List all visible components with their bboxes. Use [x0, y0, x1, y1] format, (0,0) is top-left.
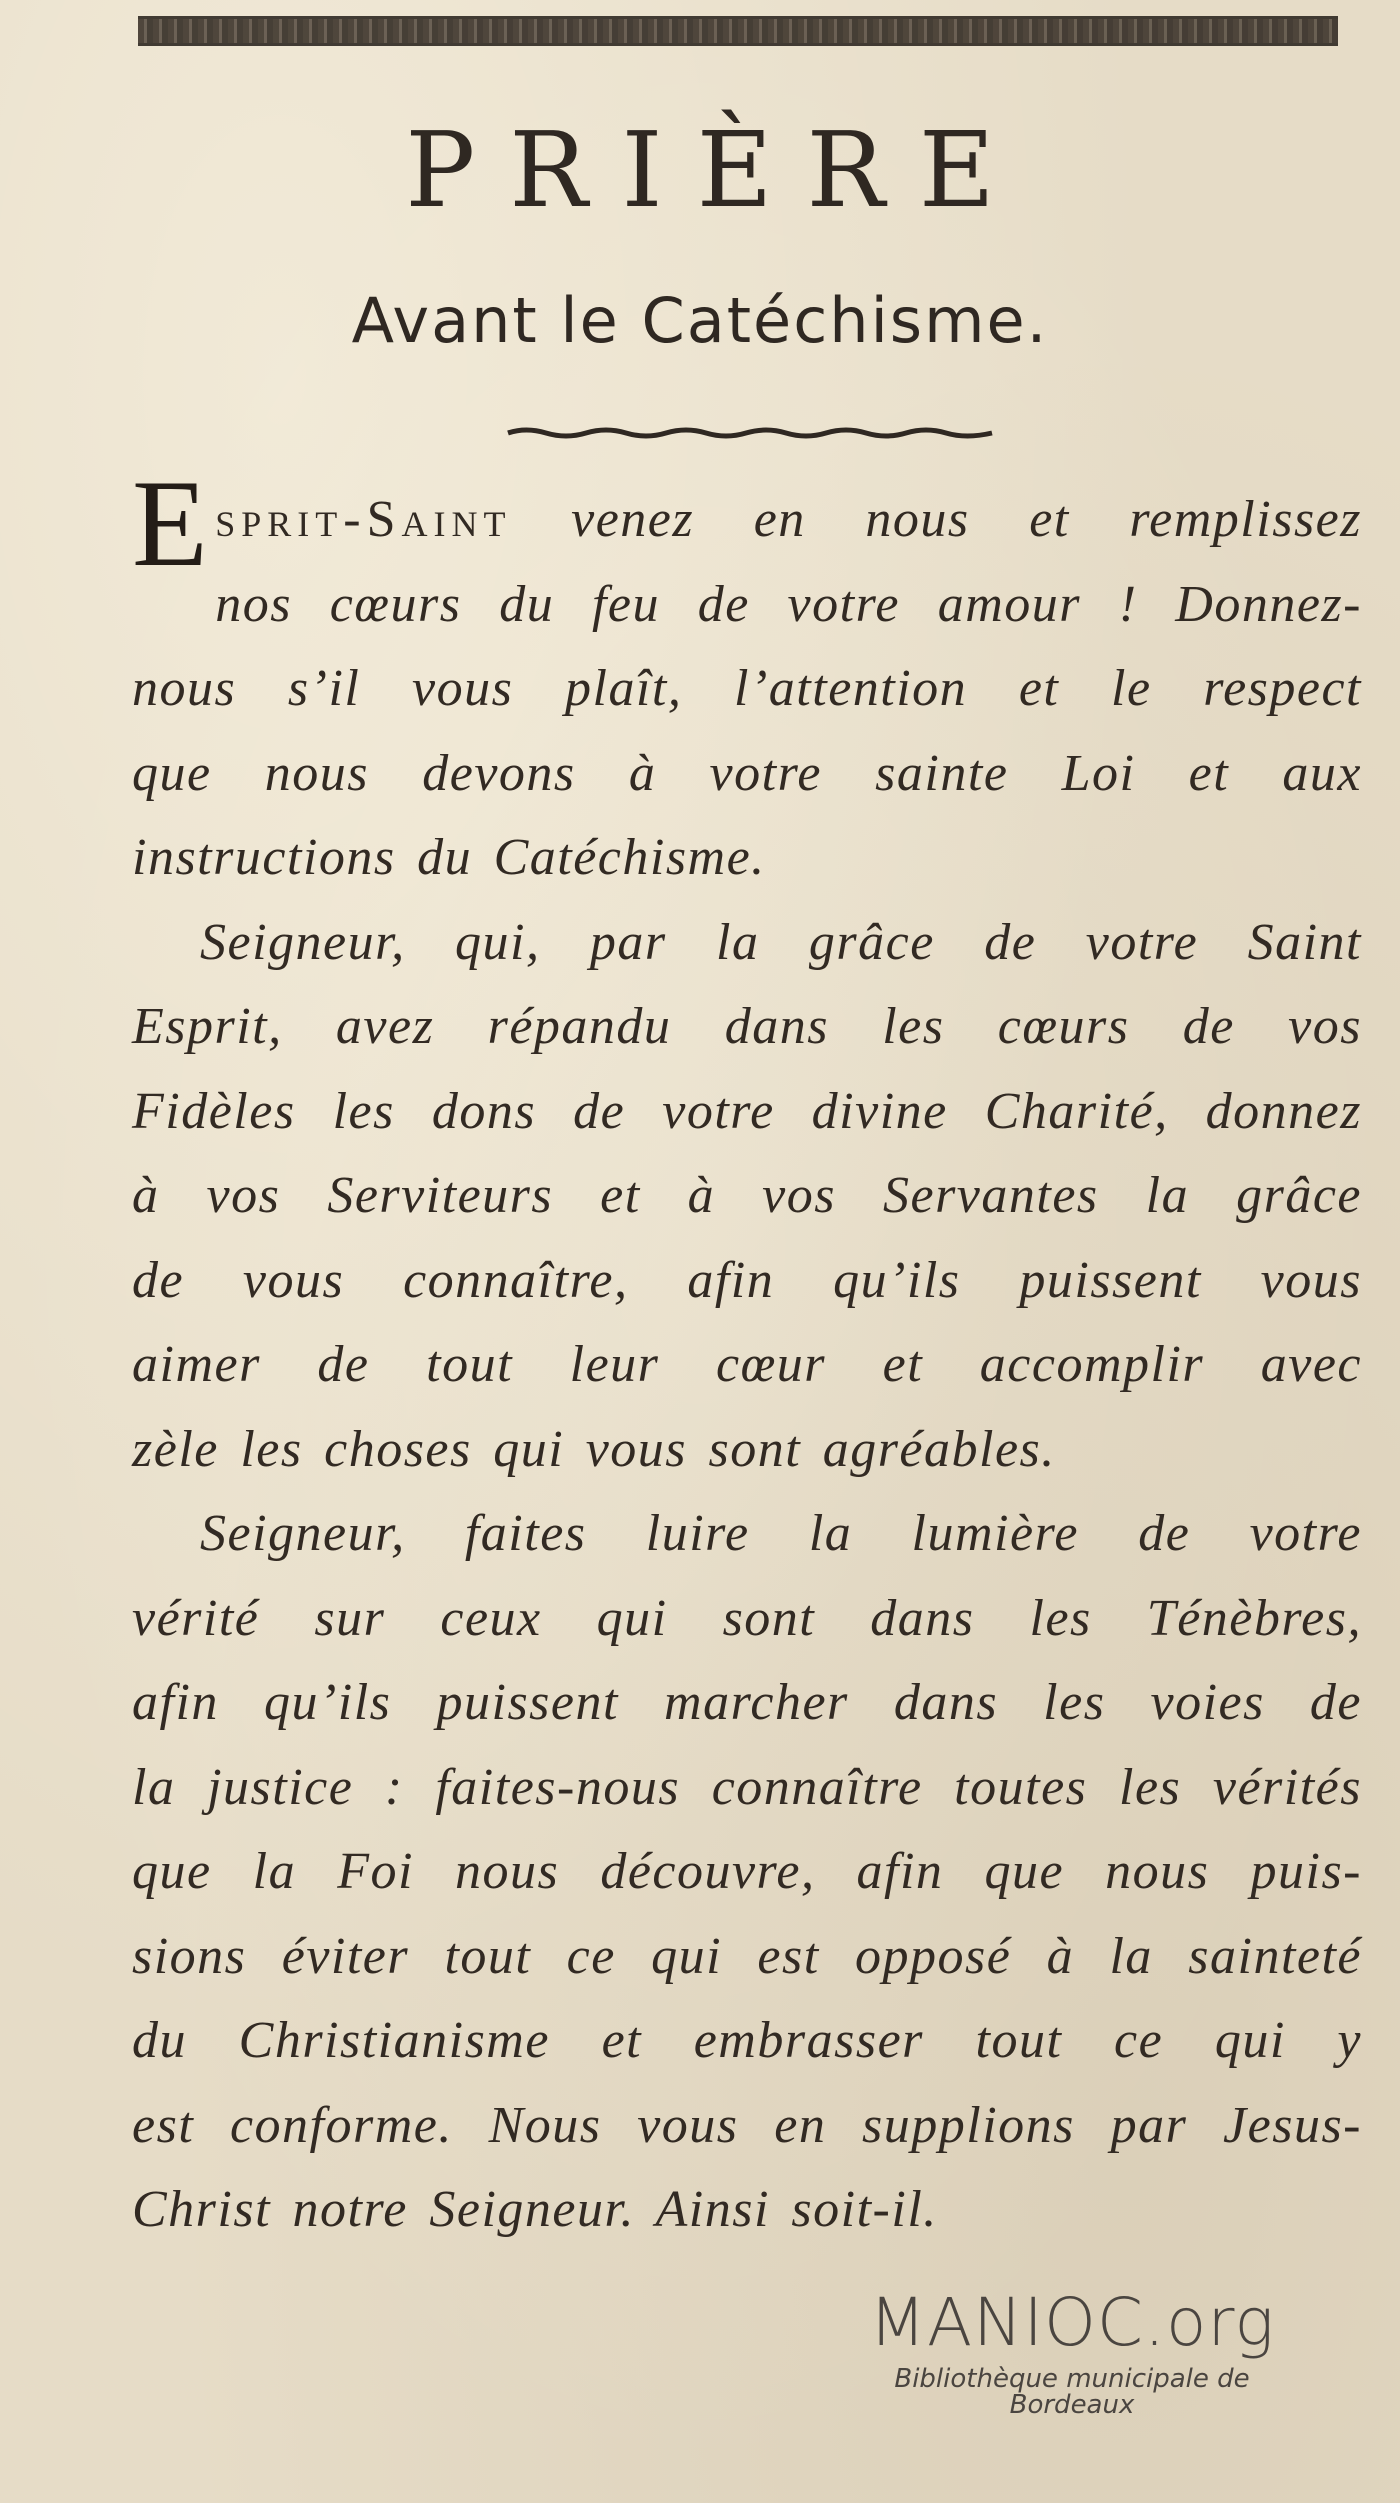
lead-smallcaps: sprit-Saint [215, 491, 512, 548]
text-line: que la Foi nous découvre, afin que nous puis- [132, 1843, 1362, 1900]
ornament-divider [506, 426, 994, 440]
text-line: afin qu’ils puissent marcher dans les voies de [132, 1674, 1362, 1731]
text-line: zèle les choses qui vous sont agréables. [132, 1420, 1056, 1478]
line-text: venez en nous et remplissez [571, 491, 1362, 548]
top-decorative-rule [138, 16, 1338, 46]
text-line: Seigneur, qui, par la grâce de votre Saint [200, 913, 1362, 971]
drop-cap: E [132, 455, 210, 592]
page-subtitle: Avant le Catéchisme. [351, 284, 1049, 357]
text-line: Christ notre Seigneur. Ainsi soit-il. [132, 2181, 938, 2238]
paragraph-2 [132, 901, 1362, 1493]
text-line: que nous devons à votre sainte Loi et aux [132, 744, 1362, 802]
text-line: nous s’il vous plaît, l’attention et le respect [132, 660, 1362, 717]
text-line: instructions du Catéchisme. [132, 829, 766, 886]
text-line: vérité sur ceux qui sont dans les Ténèbres, [132, 1589, 1362, 1647]
text-line: de vous connaître, afin qu’ils puissent vous [132, 1251, 1362, 1309]
page-title: PRIÈRE [405, 109, 1029, 231]
text-line: est conforme. Nous vous en supplions par Jesus- [132, 2096, 1362, 2154]
text-line: du Christianisme et embrasser tout ce qui y [132, 2012, 1362, 2069]
text-line: nos cœurs du feu de votre amour ! Donnez- [215, 575, 1362, 633]
text-line: à vos Serviteurs et à vos Servantes la grâce [132, 1167, 1362, 1224]
manioc-logo: MANIOC.org [869, 2284, 1275, 2361]
text-line: Fidèles les dons de votre divine Charité, donnez [132, 1082, 1362, 1140]
library-credit: Bibliothèque municipale de Bordeaux [894, 2364, 1250, 2420]
text-line: aimer de tout leur cœur et accomplir avec [132, 1336, 1362, 1393]
text-line: la justice : faites-nous connaître toutes les vérités [132, 1758, 1362, 1816]
text-line [132, 455, 1362, 592]
manioc-watermark [852, 2284, 1292, 2420]
paragraph-3 [132, 1492, 1362, 2253]
prayer-text [132, 455, 1362, 2253]
paragraph-1 [132, 455, 1362, 901]
text-line: Esprit, avez répandu dans les cœurs de vos [132, 998, 1362, 1055]
text-line: Seigneur, faites luire la lumière de votre [200, 1505, 1362, 1562]
text-line: sions éviter tout ce qui est opposé à la sainteté [132, 1927, 1362, 1985]
